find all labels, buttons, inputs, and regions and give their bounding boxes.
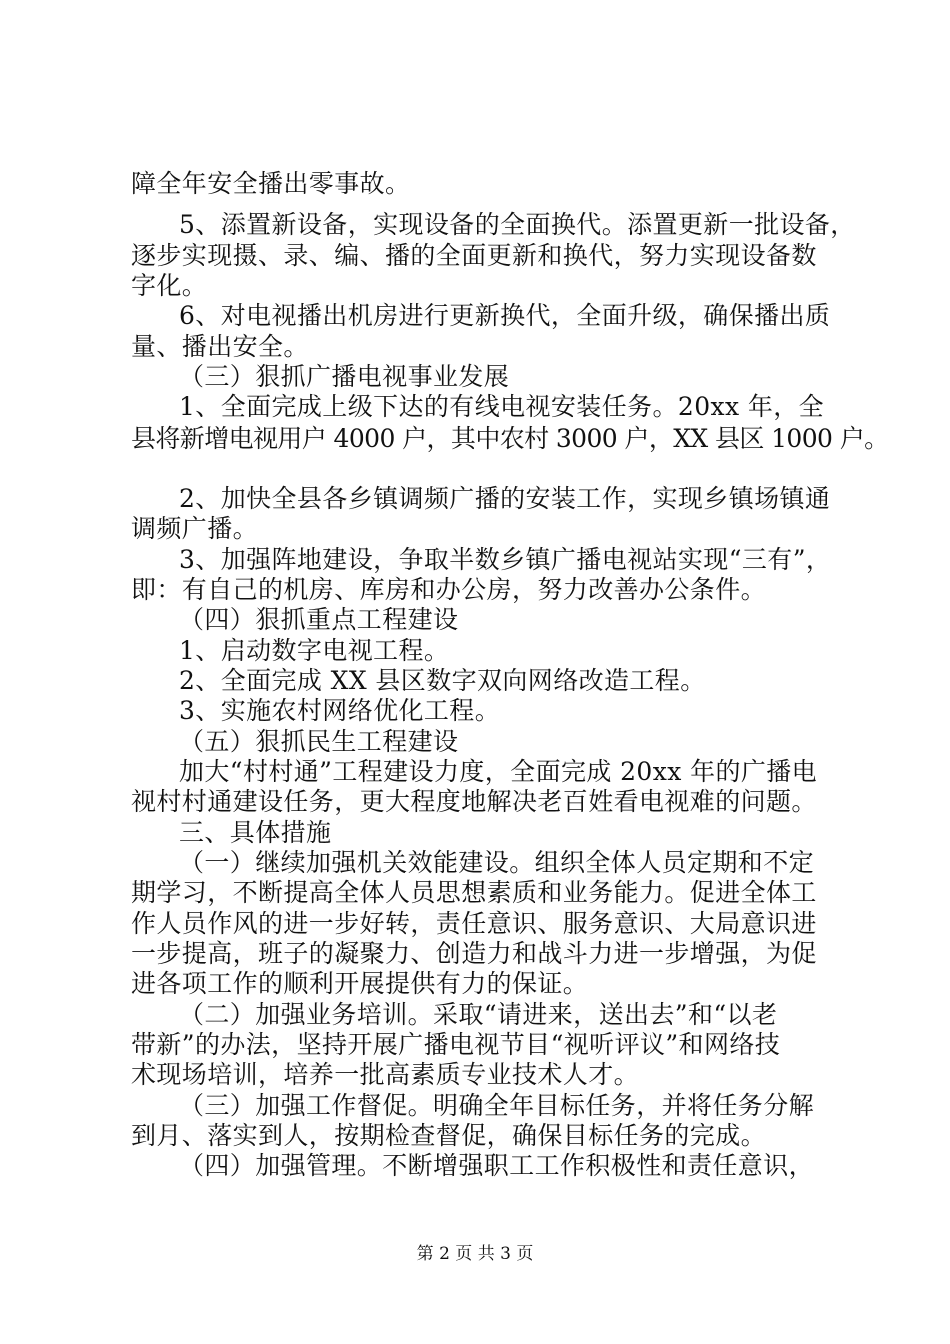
text-line: 1、全面完成上级下达的有线电视安装任务。20xx 年，全 — [179, 392, 825, 421]
text-line: 加大“村村通”工程建设力度，全面完成 20xx 年的广播电 — [179, 757, 818, 786]
text-line: 视村村通建设任务，更大程度地解决老百姓看电视难的问题。 — [131, 787, 817, 816]
text-line: 量、播出安全。 — [131, 332, 309, 361]
text-line: （四）加强管理。不断增强职工工作积极性和责任意识， — [179, 1151, 815, 1180]
section-heading: 三、具体措施 — [179, 818, 332, 847]
text-line: 到月、落实到人，按期检查督促，确保目标任务的完成。 — [131, 1121, 767, 1150]
text-line: （三）加强工作督促。明确全年目标任务，并将任务分解 — [179, 1091, 815, 1120]
text-line: 作人员作风的进一步好转，责任意识、服务意识、大局意识进 — [131, 909, 817, 938]
text-line: 6、对电视播出机房进行更新换代，全面升级，确保播出质 — [179, 301, 831, 330]
section-heading: （三）狠抓广播电视事业发展 — [179, 362, 510, 391]
text-line: 障全年安全播出零事故。 — [131, 169, 411, 198]
page-number-footer: 第 2 页 共 3 页 — [416, 1244, 534, 1264]
text-line: 逐步实现摄、录、编、播的全面更新和换代，努力实现设备数 — [131, 241, 817, 270]
text-line: 期学习，不断提高全体人员思想素质和业务能力。促进全体工 — [131, 878, 817, 907]
text-line: 1、启动数字电视工程。 — [179, 636, 450, 665]
text-line: 2、全面完成 XX 县区数字双向网络改造工程。 — [179, 666, 706, 695]
text-line: 字化。 — [131, 271, 208, 300]
text-line: 进各项工作的顺利开展提供有力的保证。 — [131, 969, 589, 998]
text-line: 调频广播。 — [131, 514, 259, 543]
text-line: （二）加强业务培训。采取“请进来，送出去”和“以老 — [179, 1000, 778, 1029]
text-line: 3、实施农村网络优化工程。 — [179, 696, 501, 725]
text-line: 2、加快全县各乡镇调频广播的安装工作，实现乡镇场镇通 — [179, 484, 831, 513]
text-line: 术现场培训，培养一批高素质专业技术人才。 — [131, 1060, 640, 1089]
text-line: 一步提高，班子的凝聚力、创造力和战斗力进一步增强，为促 — [131, 939, 817, 968]
text-line: 3、加强阵地建设，争取半数乡镇广播电视站实现“三有”， — [179, 545, 832, 574]
text-line: 县将新增电视用户 4000 户，其中农村 3000 户，XX 县区 1000 户。 — [131, 424, 889, 453]
section-heading: （四）狠抓重点工程建设 — [179, 605, 459, 634]
text-line: 5、添置新设备，实现设备的全面换代。添置更新一批设备， — [179, 210, 856, 239]
text-line: 即：有自己的机房、库房和办公房，努力改善办公条件。 — [131, 575, 767, 604]
text-line: 带新”的办法，坚持开展广播电视节目“视听评议”和网络技 — [131, 1030, 781, 1059]
text-line: （一）继续加强机关效能建设。组织全体人员定期和不定 — [179, 848, 815, 877]
section-heading: （五）狠抓民生工程建设 — [179, 727, 459, 756]
